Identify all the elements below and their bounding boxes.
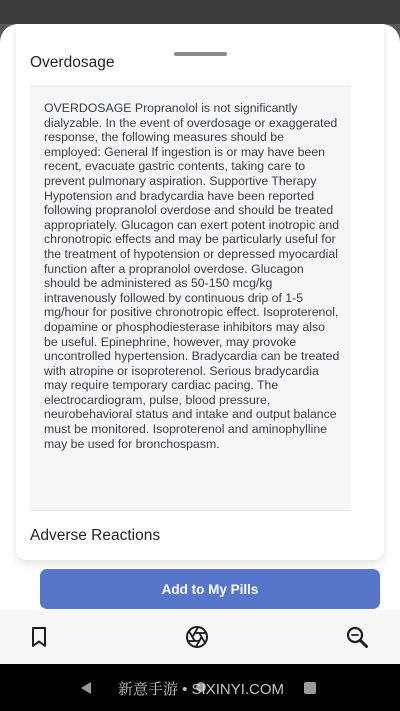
drug-info-sheet <box>0 24 400 610</box>
watermark-text: 新意手游 • SIXINYI.COM <box>117 681 285 698</box>
back-icon[interactable] <box>80 681 92 695</box>
add-to-my-pills-button[interactable]: Add to My Pills <box>40 569 380 609</box>
bottom-nav <box>0 610 400 664</box>
sheet-drag-handle[interactable] <box>174 52 227 56</box>
section-title-overdosage[interactable]: Overdosage <box>30 54 115 71</box>
bookmark-icon[interactable] <box>27 625 51 649</box>
overdosage-content <box>30 86 351 511</box>
aperture-icon[interactable] <box>185 625 209 649</box>
overdosage-text: OVERDOSAGE Propranolol is not significantly dialyzable. In the event of overdosage or exaggerated response, the following measures should be employed: General If ingestion is or may have been recent, evacuate gastric contents, taking care to prevent pulmonary aspiration. Supportive Therapy Hypotension and bradycardia have been reported following propranolol overdose and should be treated appropriately. Glucagon can exert potent inotropic and chronotropic effects and may be particularly useful for the treatment of hypotension or depressed myocardial function after a propranolol overdose. Glucagon should be administered as 50-150 mcg/kg intravenously followed by continuous drip of 1-5 mg/hour for positive chronotropic effect. Isoproterenol, dopamine or phosphodiesterase inhibitors may also be useful. Epinephrine, however, may provoke uncontrolled hypertension. Bradycardia can be treated with atropine or isoproterenol. Serious bradycardia may require temporary cardiac pacing. The electrocardiogram, pulse, blood pressure, neurobehavioral status and intake and output balance must be monitored. Isoproterenol and aminophylline may be used for bronchospasm. <box>44 101 340 451</box>
section-title-adverse-reactions[interactable]: Adverse Reactions <box>30 527 161 544</box>
system-nav-bar <box>0 664 400 711</box>
status-bar <box>0 0 400 24</box>
search-zoom-icon[interactable] <box>345 625 369 649</box>
